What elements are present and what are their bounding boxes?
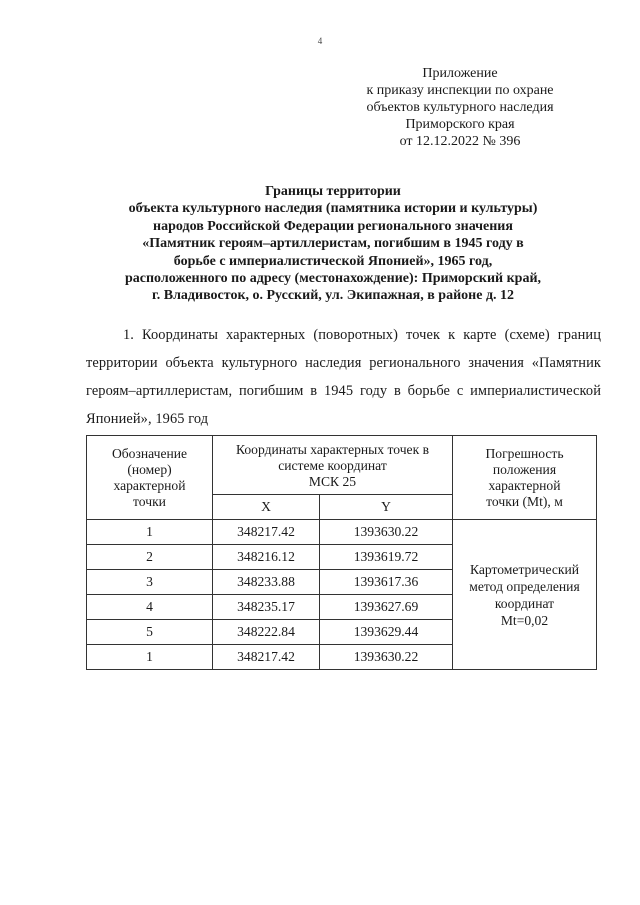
y-cell: 1393617.36 <box>320 570 453 595</box>
x-cell: 348217.42 <box>213 520 320 545</box>
y-cell: 1393627.69 <box>320 595 453 620</box>
coordinates-table <box>86 435 597 670</box>
table-row <box>87 520 597 545</box>
y-cell: 1393629.44 <box>320 620 453 645</box>
x-cell: 348222.84 <box>213 620 320 645</box>
title-line: г. Владивосток, о. Русский, ул. Экипажная, в районе д. 12 <box>151 288 515 304</box>
intro-text: 1. Координаты характерных (поворотных) точек к карте (схеме) границ территории объекта культурного наследия регионального значения «Памятник героям–артиллеристам, погибшим в 1945 году в борьбе с империалистической Японией», 1965 год <box>86 327 601 427</box>
header-coordinates: Координаты характерных точек в системе координат МСК 25 <box>213 436 453 495</box>
title-line: Границы территории <box>265 184 401 199</box>
title-line: расположенного по адресу (местонахождение): Приморский край, <box>124 271 542 287</box>
point-cell: 5 <box>87 620 213 645</box>
x-cell: 348233.88 <box>213 570 320 595</box>
point-cell: 2 <box>87 545 213 570</box>
header-y: Y <box>320 495 453 520</box>
appendix-header <box>360 65 560 150</box>
point-cell: 3 <box>87 570 213 595</box>
y-cell: 1393619.72 <box>320 545 453 570</box>
point-cell: 1 <box>87 520 213 545</box>
y-cell: 1393630.22 <box>320 520 453 545</box>
appendix-line: к приказу инспекции по охране <box>366 83 554 98</box>
intro-paragraph <box>86 321 601 433</box>
title-line: борьбе с империалистической Японией», 1965 год, <box>173 253 493 269</box>
x-cell: 348235.17 <box>213 595 320 620</box>
accuracy-method-cell: Картометрический метод определения координат Mt=0,02 <box>453 520 597 670</box>
appendix-line: объектов культурного наследия <box>366 100 554 115</box>
x-cell: 348217.42 <box>213 645 320 670</box>
header-point-designation: Обозначение (номер) характерной точки <box>87 436 213 520</box>
appendix-line: Приложение <box>422 66 498 81</box>
title-line: объекта культурного наследия (памятника истории и культуры) <box>128 201 538 217</box>
appendix-line: Приморского края <box>405 117 515 132</box>
header-accuracy: Погрешность положения характерной точки (Mt), м <box>453 436 597 520</box>
point-cell: 1 <box>87 645 213 670</box>
y-cell: 1393630.22 <box>320 645 453 670</box>
point-cell: 4 <box>87 595 213 620</box>
appendix-date-number: от 12.12.2022 № 396 <box>399 134 521 149</box>
title-line: «Памятник героям–артиллеристам, погибшим в 1945 году в <box>142 236 524 252</box>
x-cell: 348216.12 <box>213 545 320 570</box>
document-title <box>80 183 586 305</box>
header-x: X <box>213 495 320 520</box>
title-line: народов Российской Федерации регионального значения <box>153 218 513 234</box>
page-number: 4 <box>317 36 323 46</box>
